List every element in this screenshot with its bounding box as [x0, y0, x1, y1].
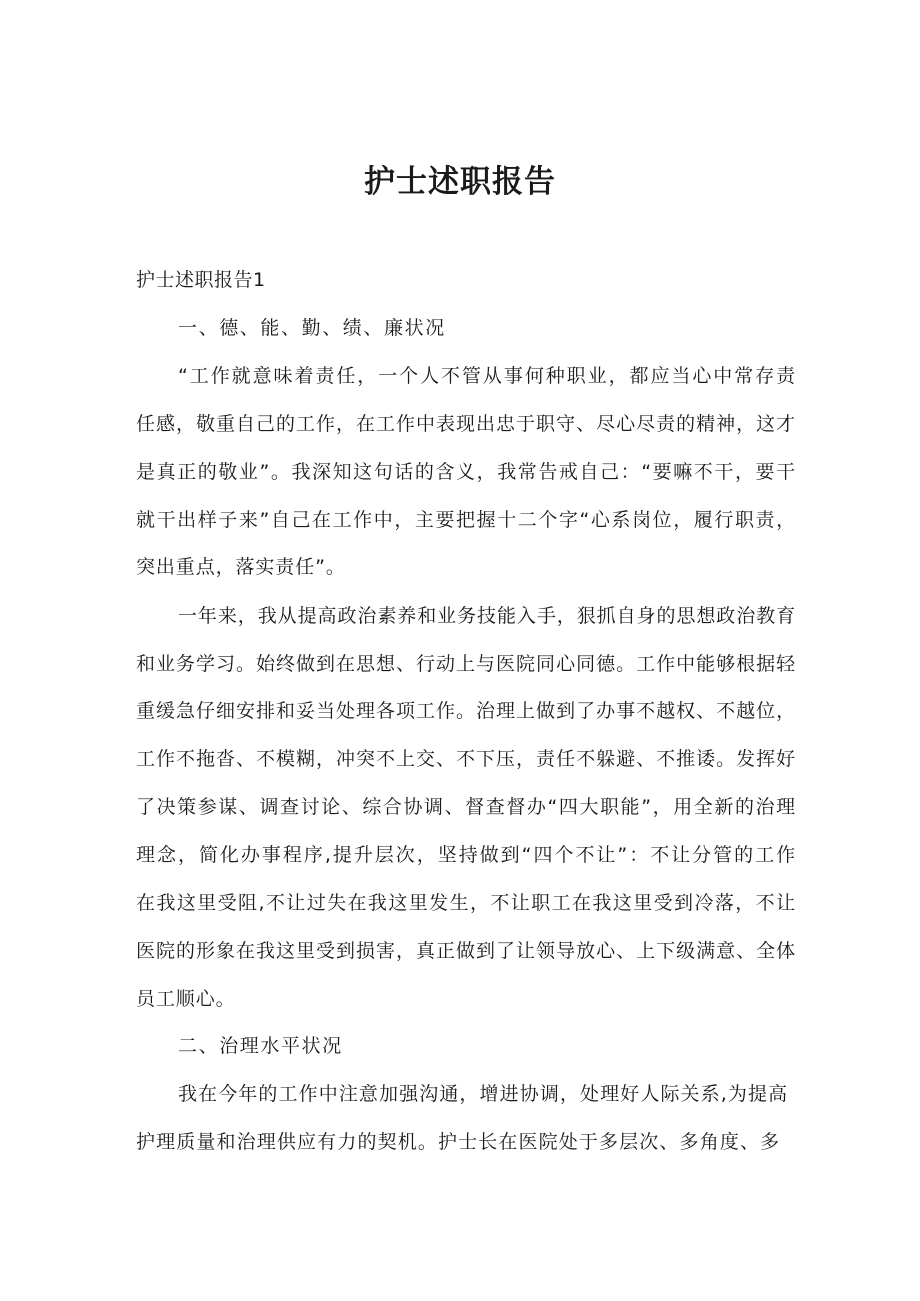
paragraph-1-line: 任感，敬重自己的工作，在工作中表现出忠于职守、尽心尽责的精神，这才	[136, 413, 796, 435]
section-heading-2: 二、治理水平状况	[178, 1035, 343, 1057]
document-title: 护士述职报告	[364, 164, 556, 200]
report-subtitle: 护士述职报告1	[136, 269, 266, 291]
paragraph-3-line: 我在今年的工作中注意加强沟通，增进协调，处理好人际关系,为提高	[178, 1083, 788, 1105]
paragraph-2-line: 重缓急仔细安排和妥当处理各项工作。治理上做到了办事不越权、不越位，	[136, 700, 796, 722]
paragraph-2-line: 和业务学习。始终做到在思想、行动上与医院同心同德。工作中能够根据轻	[136, 653, 796, 675]
paragraph-2-line: 一年来，我从提高政治素养和业务技能入手，狠抓自身的思想政治教育	[178, 605, 796, 627]
paragraph-2-line: 了决策参谋、调查讨论、综合协调、督查督办“四大职能”，用全新的治理	[136, 796, 796, 818]
paragraph-1-line: 就干出样子来”自己在工作中，主要把握十二个字“心系岗位，履行职责，	[136, 509, 796, 531]
section-heading-1: 一、德、能、勤、绩、廉状况	[178, 317, 446, 339]
paragraph-1-line: 突出重点，落实责任”。	[136, 556, 346, 578]
paragraph-2-line: 员工顺心。	[136, 988, 236, 1010]
paragraph-3-line: 护理质量和治理供应有力的契机。护士长在医院处于多层次、多角度、多	[136, 1131, 780, 1153]
paragraph-2-line: 工作不拖沓、不模糊，冲突不上交、不下压，责任不躲避、不推诿。发挥好	[136, 748, 796, 770]
paragraph-2-line: 理念，简化办事程序,提升层次，坚持做到“四个不让”：不让分管的工作	[136, 844, 796, 866]
paragraph-1-line: 是真正的敬业”。我深知这句话的含义，我常告戒自己：“要嘛不干，要干	[136, 461, 796, 483]
paragraph-1-line: “工作就意味着责任，一个人不管从事何种职业，都应当心中常存责	[178, 365, 796, 387]
paragraph-2-line: 在我这里受阻,不让过失在我这里发生，不让职工在我这里受到冷落，不让	[136, 892, 796, 914]
paragraph-2-line: 医院的形象在我这里受到损害，真正做到了让领导放心、上下级满意、全体	[136, 940, 796, 962]
